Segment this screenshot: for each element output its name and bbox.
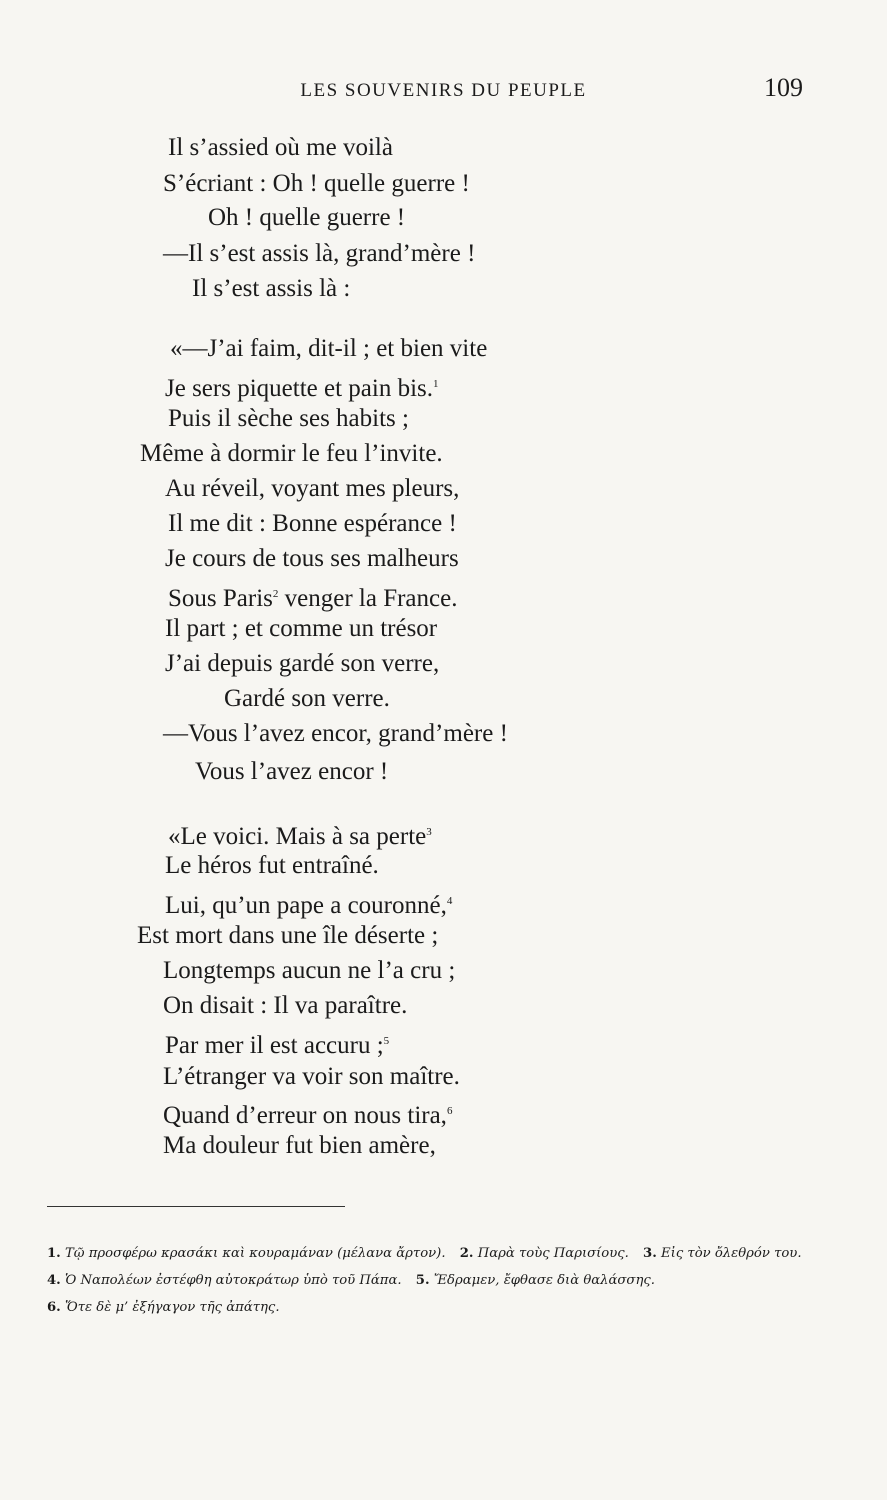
footnote-ref: 4 xyxy=(446,895,453,907)
verse-line: Vous l’avez encor ! xyxy=(195,758,389,785)
verse-line: Il s’assied où me voilà xyxy=(168,134,393,161)
verse-line: Il me dit : Bonne espérance ! xyxy=(168,510,457,537)
verse-line: Il s’est assis là : xyxy=(192,275,351,302)
verse-line: L’étranger va voir son maître. xyxy=(163,1063,460,1090)
verse-line: J’ai depuis gardé son verre, xyxy=(165,650,440,677)
verse-line: Sous Paris$^2$ venger la France. xyxy=(168,585,458,612)
footnote-divider xyxy=(47,1206,345,1207)
verse-line: Est mort dans une île déserte ; xyxy=(137,922,439,949)
page-number: 109 xyxy=(764,73,803,102)
verse-line: Oh ! quelle guerre ! xyxy=(208,204,406,231)
footnotes xyxy=(47,1240,812,1321)
verse-line: —Vous l’avez encor, grand’mère ! xyxy=(163,720,508,747)
footnote: 4. Ὁ Ναπολέων ἐστέφθη αὐτοκράτωρ ὑπὸ τοῦ Πάπα. xyxy=(47,1273,402,1288)
verse-line: Même à dormir le feu l’invite. xyxy=(140,440,443,467)
verse-line: Il part ; et comme un trésor xyxy=(165,615,438,642)
footnote-ref: 2 xyxy=(272,588,279,600)
footnote-ref: 1 xyxy=(433,378,439,390)
verse-line: Par mer il est accuru ;$^5$ xyxy=(165,1032,390,1059)
verse-line: Gardé son verre. xyxy=(224,685,390,712)
footnote-line xyxy=(47,1240,812,1267)
verse-line: «—J’ai faim, dit-il ; et bien vite xyxy=(170,335,488,362)
footnote-line xyxy=(47,1267,812,1294)
running-title: LES SOUVENIRS DU PEUPLE xyxy=(300,80,587,101)
footnote: 2. Παρὰ τοὺς Παρισίους. xyxy=(459,1246,629,1261)
verse-line: «Le voici. Mais à sa perte$^3$ xyxy=(168,823,432,850)
footnote: 6. Ὅτε δὲ μ’ ἐξήγαγον τῆς ἀπάτης. xyxy=(47,1300,280,1315)
verse-line: Je cours de tous ses malheurs xyxy=(165,545,459,572)
footnote-ref: 6 xyxy=(446,1105,453,1117)
verse-line: Longtemps aucun ne l’a cru ; xyxy=(163,957,456,984)
verse-line: On disait : Il va paraître. xyxy=(163,992,408,1019)
verse-line: —Il s’est assis là, grand’mère ! xyxy=(163,240,476,267)
footnote-line xyxy=(47,1294,812,1321)
verse-line: S’écriant : Oh ! quelle guerre ! xyxy=(163,170,470,197)
footnote-ref: 3 xyxy=(426,826,432,838)
verse-line: Le héros fut entraîné. xyxy=(165,852,379,879)
verse-line: Je sers piquette et pain bis.$^1$ xyxy=(165,375,439,402)
footnote-ref: 5 xyxy=(383,1035,390,1047)
verse-line: Au réveil, voyant mes pleurs, xyxy=(165,475,460,502)
footnote: 3. Εἰς τὸν ὄλεθρόν του. xyxy=(643,1246,802,1261)
footnote: 1. Τῷ προσφέρω κρασάκι καὶ κουραμάναν (μέλανα ἄρτον). xyxy=(47,1246,446,1261)
verse-line: Puis il sèche ses habits ; xyxy=(168,405,409,432)
footnote: 5. Ἔδραμεν, ἔφθασε διὰ θαλάσσης. xyxy=(415,1273,655,1288)
verse-line: Lui, qu’un pape a couronné,$^4$ xyxy=(165,892,453,919)
verse-line: Ma douleur fut bien amère, xyxy=(163,1132,436,1159)
verse-line: Quand d’erreur on nous tira,$^6$ xyxy=(163,1102,453,1129)
